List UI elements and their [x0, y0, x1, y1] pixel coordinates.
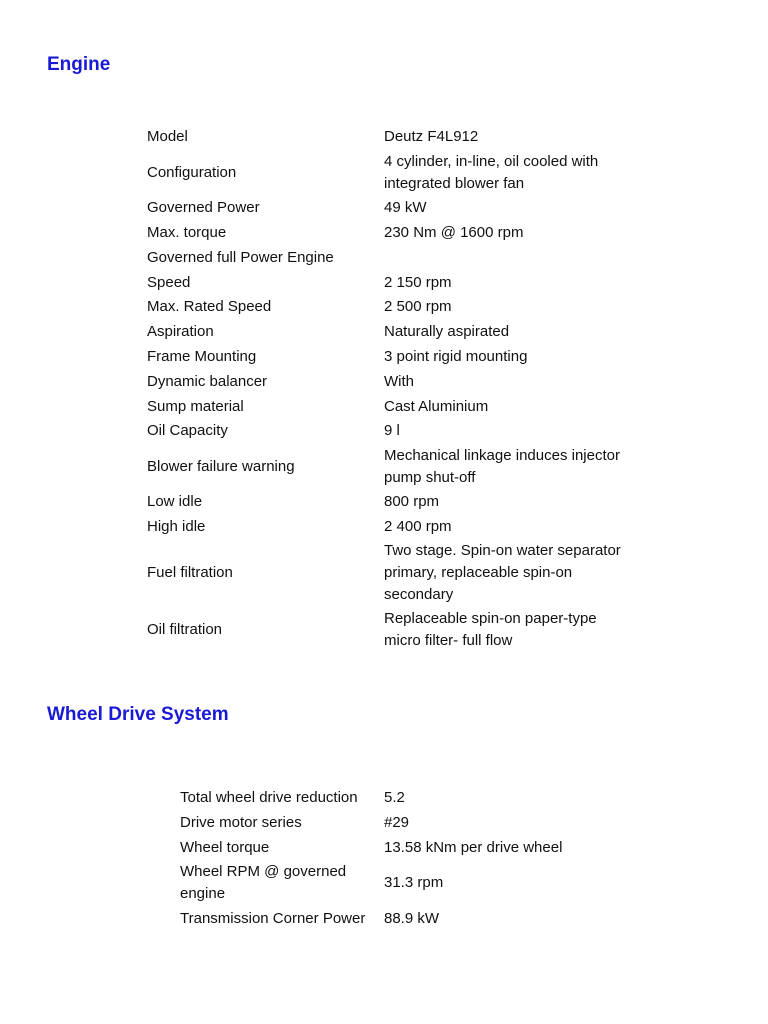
- spec-value-wheel-torque: 13.58 kNm per drive wheel: [384, 838, 563, 856]
- spec-value-aspiration: Naturally aspirated: [384, 323, 510, 341]
- spec-label-speed: Speed: [147, 273, 191, 291]
- spec-label-configuration: Configuration: [147, 163, 237, 181]
- spec-label-governed-power: Governed Power: [147, 199, 260, 217]
- spec-value-dynamic-balancer: With: [384, 372, 414, 390]
- spec-value-speed: 2 150 rpm: [384, 273, 452, 291]
- spec-value-frame-mounting: 3 point rigid mounting: [384, 347, 528, 365]
- spec-label-wheel-rpm: Wheel RPM @ governed engine: [180, 863, 347, 903]
- spec-value-low-idle: 800 rpm: [384, 493, 440, 511]
- spec-value-max-rated-speed: 2 500 rpm: [384, 298, 452, 316]
- spec-value-oil-capacity: 9 l: [384, 422, 400, 440]
- spec-value-oil-filtration: Replaceable spin-on paper-type micro filter- full flow: [384, 610, 597, 650]
- engine-section-title: Engine: [47, 54, 111, 75]
- spec-value-drive-motor-series: #29: [384, 814, 410, 832]
- spec-label-sump-material: Sump material: [147, 397, 244, 415]
- spec-label-transmission-corner-power: Transmission Corner Power: [180, 909, 366, 927]
- spec-label-oil-filtration: Oil filtration: [147, 621, 223, 639]
- wheel-drive-spec-table: [180, 786, 604, 931]
- spec-label-model: Model: [147, 128, 188, 146]
- engine-spec-table: [147, 125, 624, 653]
- spec-label-fuel-filtration: Fuel filtration: [147, 564, 233, 582]
- spec-value-transmission-corner-power: 88.9 kW: [384, 909, 440, 927]
- spec-label-high-idle: High idle: [147, 517, 206, 535]
- spec-label-drive-motor-series: Drive motor series: [180, 814, 302, 832]
- spec-label-max-rated-speed: Max. Rated Speed: [147, 298, 272, 316]
- spec-value-model: Deutz F4L912: [384, 128, 479, 146]
- spec-value-high-idle: 2 400 rpm: [384, 517, 452, 535]
- spec-label-total-wheel-drive-reduction: Total wheel drive reduction: [180, 789, 358, 807]
- spec-value-governed-power: 49 kW: [384, 199, 427, 217]
- spec-label-dynamic-balancer: Dynamic balancer: [147, 372, 268, 390]
- spec-value-wheel-rpm: 31.3 rpm: [384, 874, 444, 892]
- spec-label-blower-failure-warning: Blower failure warning: [147, 457, 295, 475]
- spec-label-low-idle: Low idle: [147, 493, 203, 511]
- spec-value-sump-material: Cast Aluminium: [384, 397, 489, 415]
- spec-label-aspiration: Aspiration: [147, 323, 214, 341]
- spec-value-governed-full-power-engine: [384, 245, 624, 270]
- spec-value-blower-failure-warning: Mechanical linkage induces injector pump shut-off: [384, 446, 620, 486]
- spec-label-max-torque: Max. torque: [147, 223, 227, 241]
- spec-value-total-wheel-drive-reduction: 5.2: [384, 789, 405, 807]
- spec-label-frame-mounting: Frame Mounting: [147, 347, 257, 365]
- spec-value-fuel-filtration: Two stage. Spin-on water separator primary, replaceable spin-on secondary: [384, 542, 621, 604]
- spec-value-max-torque: 230 Nm @ 1600 rpm: [384, 223, 524, 241]
- spec-label-oil-capacity: Oil Capacity: [147, 422, 228, 440]
- spec-label-governed-full-power-engine: Governed full Power Engine: [147, 248, 334, 266]
- spec-value-configuration: 4 cylinder, in-line, oil cooled with integrated blower fan: [384, 152, 599, 192]
- wheel-drive-section-title: Wheel Drive System: [47, 704, 229, 725]
- spec-label-wheel-torque: Wheel torque: [180, 838, 270, 856]
